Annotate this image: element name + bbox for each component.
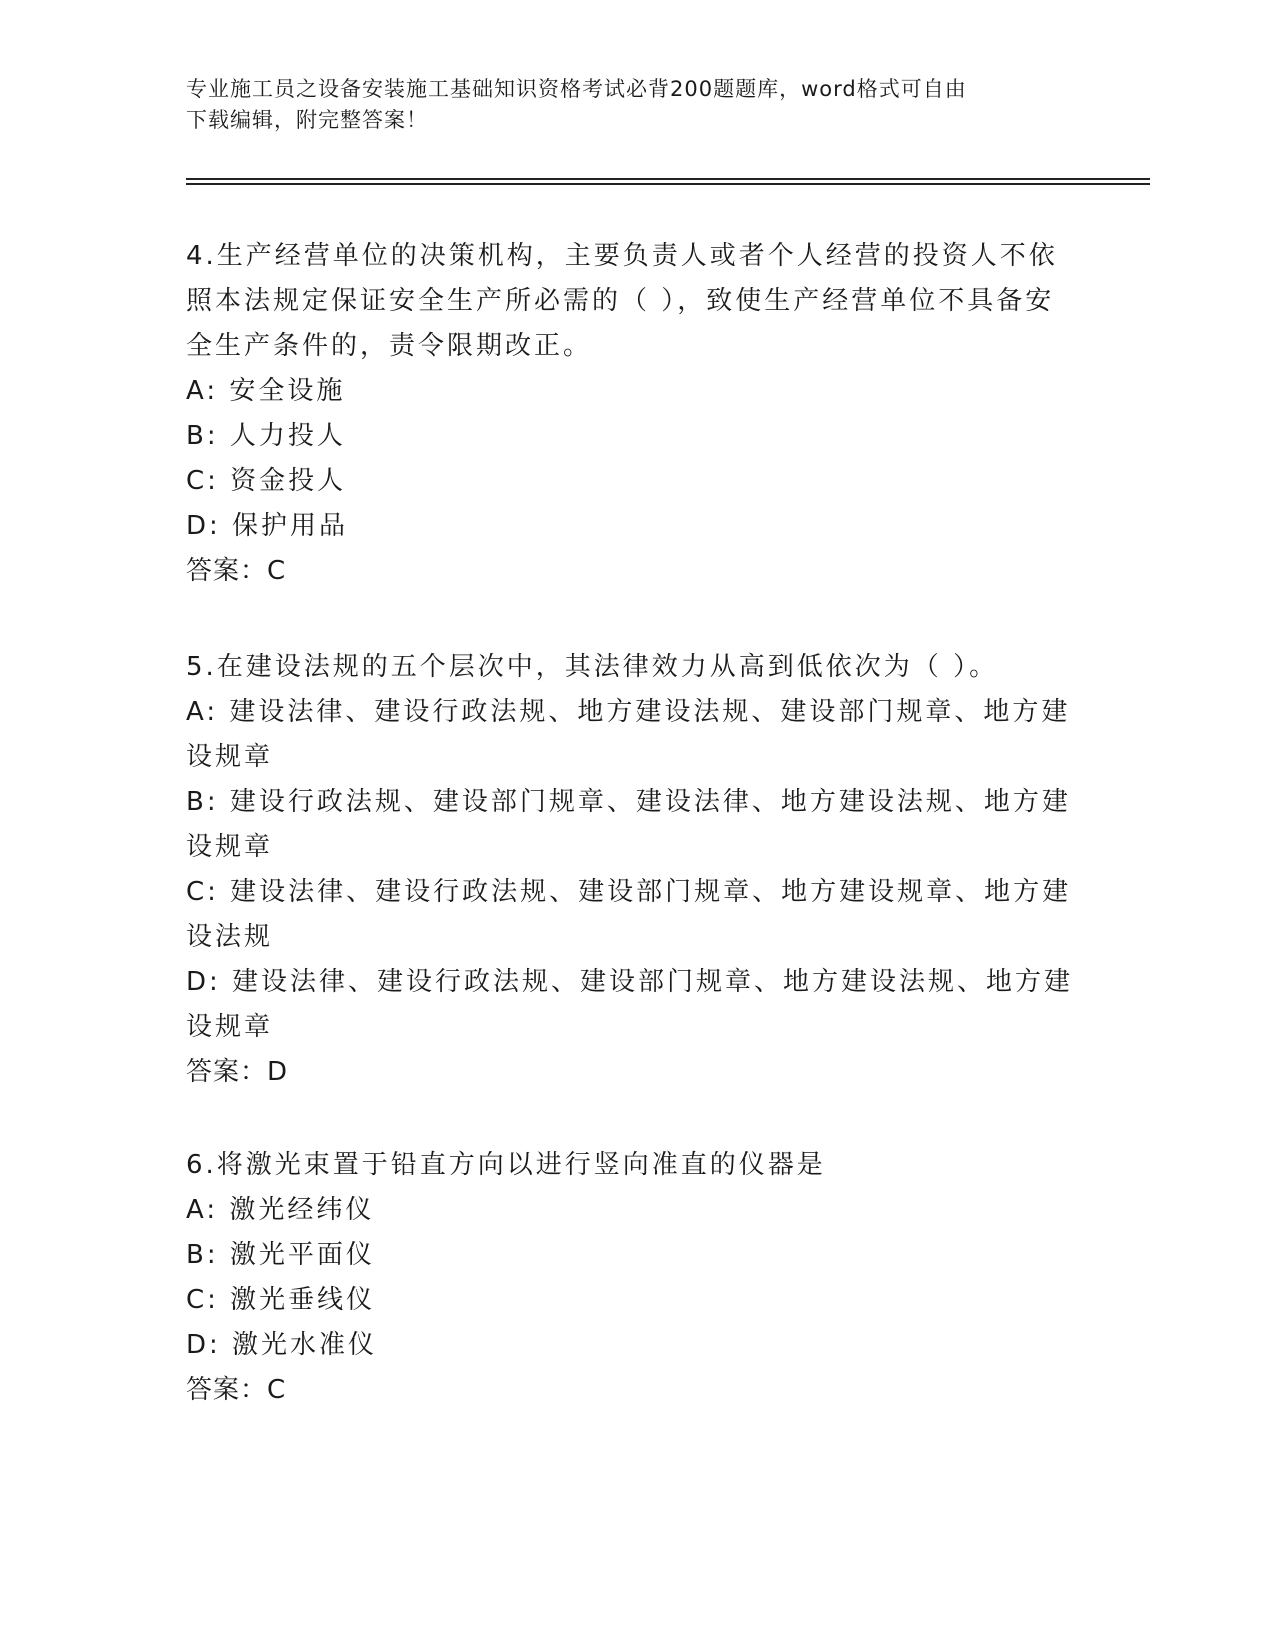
question-stem-line: 照本法规定保证安全生产所必需的（ ），致使生产经营单位不具备安 [186, 286, 1055, 316]
option-a: A: 安全设施 [186, 376, 346, 406]
question-4 [186, 234, 1086, 594]
option-d: D: 激光水准仪 [186, 1330, 378, 1360]
document-header [186, 74, 1086, 136]
option-a-continuation: 设规章 [186, 742, 274, 772]
option-d: D: 建设法律、建设行政法规、建设部门规章、地方建设法规、地方建 [186, 967, 1074, 997]
option-d: D: 保护用品 [186, 511, 349, 541]
option-b-continuation: 设规章 [186, 832, 274, 862]
option-c: C: 建设法律、建设行政法规、建设部门规章、地方建设规章、地方建 [186, 877, 1072, 907]
header-line-1: 专业施工员之设备安装施工基础知识资格考试必背200题题库，word格式可自由 [186, 77, 967, 101]
answer: 答案：D [186, 1057, 289, 1087]
question-5 [186, 645, 1086, 1095]
question-stem-line: 5.在建设法规的五个层次中，其法律效力从高到低依次为（ ）。 [186, 652, 999, 682]
header-line-2: 下载编辑，附完整答案！ [186, 108, 428, 132]
option-c-continuation: 设法规 [186, 922, 274, 952]
question-6 [186, 1143, 1086, 1413]
option-c: C: 资金投人 [186, 466, 347, 496]
option-b: B: 人力投人 [186, 421, 346, 451]
option-b: B: 激光平面仪 [186, 1240, 375, 1270]
answer: 答案：C [186, 556, 287, 586]
answer: 答案：C [186, 1375, 287, 1405]
option-c: C: 激光垂线仪 [186, 1285, 376, 1315]
question-stem-line: 全生产条件的，责令限期改正。 [186, 331, 593, 361]
question-stem-line: 6.将激光束置于铅直方向以进行竖向准直的仪器是 [186, 1150, 826, 1180]
option-b: B: 建设行政法规、建设部门规章、建设法律、地方建设法规、地方建 [186, 787, 1071, 817]
header-divider-bottom [186, 183, 1150, 185]
option-d-continuation: 设规章 [186, 1012, 274, 1042]
option-a: A: 建设法律、建设行政法规、地方建设法规、建设部门规章、地方建 [186, 697, 1071, 727]
header-divider-top [186, 178, 1150, 180]
question-stem-line: 4.生产经营单位的决策机构，主要负责人或者个人经营的投资人不依 [186, 241, 1058, 271]
option-a: A: 激光经纬仪 [186, 1195, 375, 1225]
